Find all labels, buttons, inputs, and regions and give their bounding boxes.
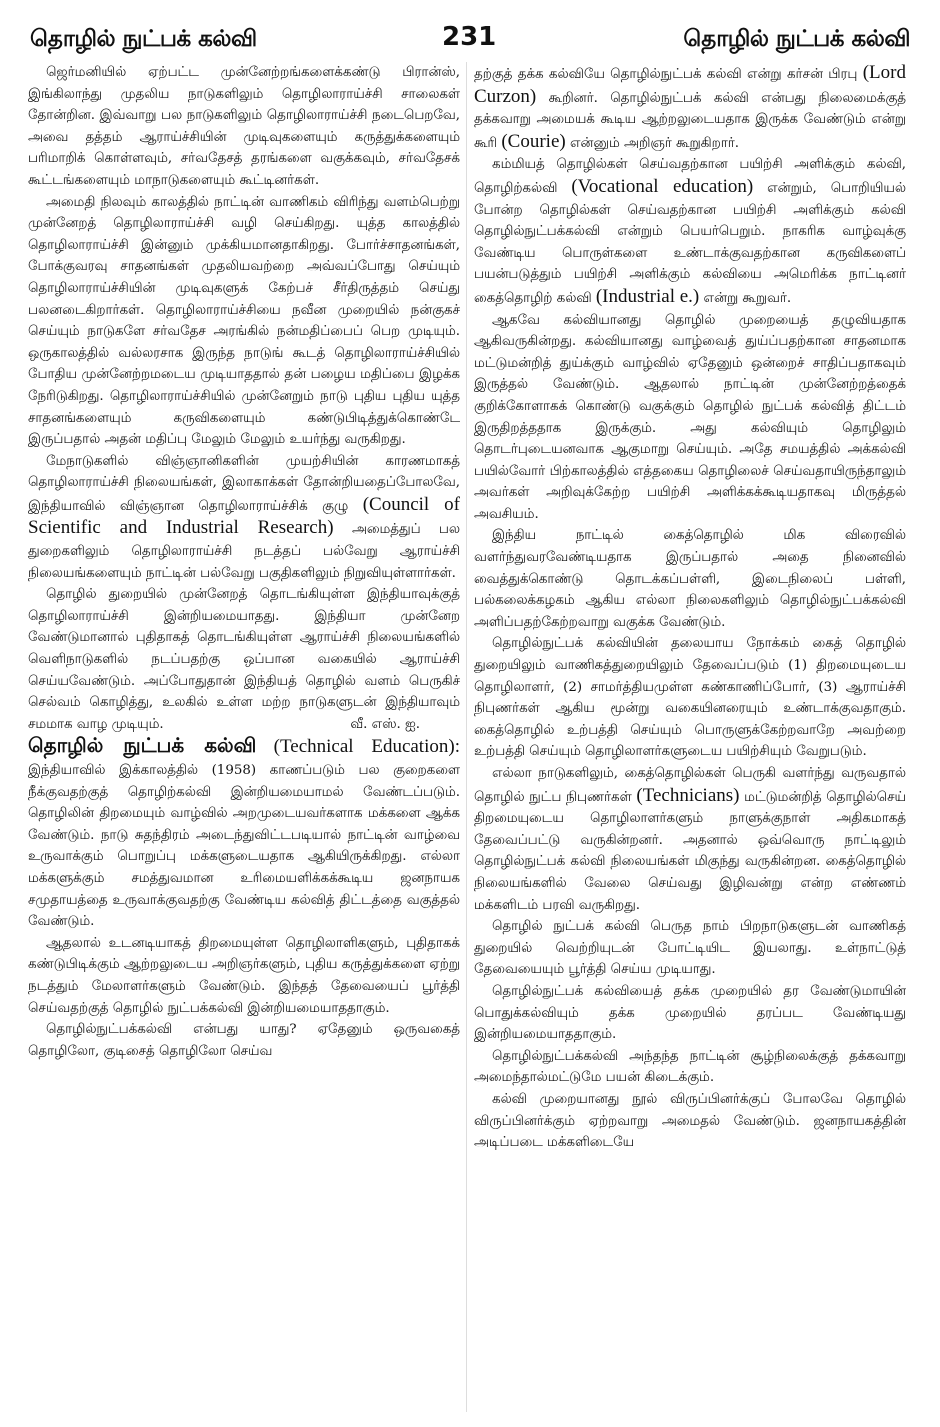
paragraph: தொழில்நுட்பக்கல்வி அந்தந்த நாட்டின் சூழ்நிலைக்குத் தக்கவாறு அமைந்தால்மட்டுமே பயன் கிடைக்கும். — [474, 1048, 906, 1086]
paragraph-text: மேநாடுகளில் விஞ்ஞானிகளின் முயற்சியின் காரணமாகத் தொழிலாராய்ச்சி நிலையங்கள், இலாகாக்கள் தோன்றியதைப்போலவே, இந்தியாவில் விஞ்ஞான தொழிலாராய்ச்சிக் குழு — [28, 453, 460, 514]
paragraph — [28, 451, 460, 585]
paragraph — [474, 763, 906, 916]
paragraph: ஆதலால் உடனடியாகத் திறமையுள்ள தொழிலாளிகளும், புதிதாகக் கண்டுபிடிக்கும் ஆற்றலுடைய அறிஞர்களும், புதிய கருத்துக்களை ஏற்று நடத்தும் மேலாளர்களும் வேண்டும். இந்தத் தேவையைப் பூர்த்தி செய்வதற்குத் தொழில் நுட்பக்கல்வி இன்றியமையாததாகும். — [28, 935, 460, 1016]
paragraph: ஆகவே கல்வியானது தொழில் முறையைத் தழுவியதாக ஆகிவருகின்றது. கல்வியானது வாழ்வைத் துய்ப்பதற்கான சாதனமாக மட்டுமன்றித் துய்க்கும் வாழ்வில் ஏதேனும் ஒன்றைச் சாதிப்பதாகவும் இருத்தல் வேண்டும். ஆதலால் நாட்டின் முன்னேற்றத்தைக் குறிக்கோளாகக் கொண்டு வகுக்கும் தொழில் நுட்பக் கல்வித் திட்டம் இருதிறத்ததாக இருக்கும். அது கல்வியும் தொழிலும் தொடர்புடையனவாக ஆகுமாறு செய்யும். அதே சமயத்தில் அக்கல்வி பயில்வோர் பிற்காலத்தில் எத்தகைய தொழிலைச் செய்வதாயிருந்தாலும் அவர்கள் அறிவுக்கேற்ற பயிற்சி அளிக்கக்கூடியதாகவு மிருத்தல் அவசியம். — [474, 312, 906, 522]
english-term: (Courie) — [501, 130, 566, 152]
english-term: (Vocational education) — [571, 175, 754, 197]
paragraph-text: இந்தியாவில் இக்காலத்தில் (1958) காணப்படும் பல குறைகளை நீக்குவதற்குத் தொழிற்கல்வி இன்றியமையாமல் வேண்டப்படும். தொழிலின் திறமையும் வாழ்வில் அறமுடையவர்களாக மக்களை ஆக்க வேண்டும். நாடு சுதந்திரம் அடைந்துவிட்டபடியால் நாட்டின் வாழ்வை உருவாக்கும் பொறுப்பு மக்களுடையதாக ஆகியிருக்கிறது. எல்லா மக்களுக்கும் சமத்துவமான உரிமையளிக்கக்கூடிய ஜனநாயக சமுதாயத்தை உருவாக்குவதற்கு வேண்டிய கல்வித் திட்டத்தை வகுத்தல் வேண்டும். — [28, 763, 460, 930]
author-initials: வீ. எஸ். ஐ. — [350, 716, 420, 732]
english-term: (Council of Scientific and Industrial Research) — [28, 493, 460, 539]
paragraph-text: தற்குத் தக்க கல்வியே தொழில்நுட்பக் கல்வி என்று கர்சன் பிரபு — [474, 67, 858, 82]
paragraph-text: என்று கூறுவர். — [703, 290, 792, 306]
section-heading-english: (Technical Education): — [273, 736, 460, 758]
paragraph: கல்வி முறையானது நூல் விருப்பினர்க்குப் போலவே தொழில் விருப்பினர்க்கும் ஏற்றவாறு அமைதல் வேண்டும். ஜனநாயகத்தின் அடிப்படை மக்களிடையே — [474, 1091, 906, 1151]
paragraph: தொழில்நுட்பக்கல்வி என்பது யாது? ஏதேனும் ஒருவகைத் தொழிலோ, குடிசைத் தொழிலோ செய்வ — [28, 1022, 460, 1059]
paragraph: ஜெர்மனியில் ஏற்பட்ட முன்னேற்றங்களைக்கண்டு பிரான்ஸ், இங்கிலாந்து முதலிய நாடுகளிலும் தொழிலாராய்ச்சி சாலைகள் தோன்றின. இவ்வாறு பல நாடுகளிலும் தொழிலாராய்ச்சி நடைபெறவே, அவை தத்தம் ஆராய்ச்சியின் முடிவுகளையும் கருத்துக்களையும் பரிமாறிக் கொள்ளவும், சர்வதேசத் தரங்களை வகுக்கவும், சர்வதேசக் கூட்டங்களையும் மாநாடுகளையும் கூட்டினர்கள். — [28, 65, 460, 188]
page-header — [30, 22, 910, 62]
paragraph-text: கூறினர். தொழில்நுட்பக் கல்வி என்பது நிலைமைக்குத் தக்கவாறு அமையக் கூடிய ஆற்றலுடையதாக இருக்க வேண்டும் என்று கூரி — [474, 90, 906, 151]
left-column — [28, 62, 460, 1412]
paragraph: தொழில் நுட்பக் கல்வி பெருத நாம் பிறநாடுகளுடன் வாணிகத் துறையில் வெற்றியுடன் போட்டியிட இயலாது. உள்நாட்டுத் தேவையையும் பூர்த்தி செய்ய முடியாது. — [474, 919, 906, 978]
right-column — [474, 62, 906, 1412]
page-number: 231 — [442, 22, 497, 52]
paragraph — [474, 154, 906, 309]
section-paragraph — [28, 735, 460, 932]
section-heading: தொழில் நுட்பக் கல்வி — [28, 733, 257, 758]
paragraph-text: கம்மியத் தொழில்கள் செய்வதற்கான பயிற்சி அளிக்கும் கல்வி, தொழிற்கல்வி — [474, 157, 906, 196]
paragraph: இந்திய நாட்டில் கைத்தொழில் மிக விரைவில் வளர்ந்துவரவேண்டியதாக இருப்பதால் அதை நினைவில் வைத்துக்கொண்டு தொடக்கப்பள்ளி, இடைநிலைப் பள்ளி, பல்கலைக்கழகம் ஆகிய எல்லா நிலைகளிலும் தொழில்நுட்பக்கல்வி அளிப்பதற்கேற்றவாறு வகுக்க வேண்டும். — [474, 528, 906, 630]
english-term: (Lord Curzon) — [474, 62, 906, 107]
paragraph-text: மட்டுமன்றித் தொழில்செய் திறமையுடைய தொழிலாளர்களும் நாளுக்குநாள் அதிகமாகத் தேவைப்பட்டு வருகின்றனர். அதனால் ஒவ்வொரு நாட்டிலும் தொழில்நுட்பக் கல்வி நிலையங்கள் மிகுந்து வருகின்றன. கைத்தொழில் நிலையங்களில் வேலை செய்வது இழிவன்று என்ற எண்ணம் மக்களிடம் பரவி வருகிறது. — [474, 789, 906, 913]
paragraph: அமைதி நிலவும் காலத்தில் நாட்டின் வாணிகம் விரிந்து வளம்பெற்று முன்னேறத் தொழிலாராய்ச்சி வழி செய்கிறது. யுத்த காலத்தில் தொழிலாராய்ச்சி இன்னும் முக்கியமானதாகிறது. போர்ச்சாதனங்கள், போக்குவரவு சாதனங்கள் முதலியவற்றை அவ்வப்போது செய்யும் தொழிலாராய்ச்சியின் முடிவுகளுக் கேற்பச் சீர்திருத்தம் செய்து பலனடைகிறார்கள். தொழிலாராய்ச்சியை நவீன முறையில் நன்குகச் செய்யும் நாடுகளே சர்வதேச அரங்கில் நன்மதிப்பைப் பெற முடியும். ஒருகாலத்தில் வல்லரசாக இருந்த நாடுங் கூடத் தொழிலாராய்ச்சியில் போதிய முன்னேற்றமடைய முடியாததால் தன் பழைய மதிப்பை இழக்க நேரிடுகிறது. தொழிலாராய்ச்சியில் முன்னேறும் நாடு புதிய புதிய யுத்த சாதனங்களையும் கருவிகளையும் கண்டுபிடித்துக்கொண்டே இருப்பதால் அதன் மதிப்பு மேலும் மேலும் உயர்ந்து வருகிறது. — [28, 194, 460, 448]
running-title-right: தொழில் நுட்பக் கல்வி — [683, 26, 910, 52]
paragraph: தொழில்நுட்பக் கல்வியின் தலையாய நோக்கம் கைத் தொழில் துறையிலும் வாணிகத்துறையிலும் தேவைப்படும் (1) திறமையுடைய தொழிலாளர், (2) சாமர்த்தியமுள்ள கண்காணிப்போர், (3) ஆராய்ச்சி நிபுணர்கள் ஆகிய மூன்று வகையினரையும் உண்டாக்குவதாகும். கைத்தொழில் உற்பத்தி செய்யும் பொருளுக்கேற்றவாறே அவற்றை உற்பத்தி செய்யும் தொழிலாளர்களுடைய பயிற்சியும் வேறுபடும். — [474, 636, 906, 760]
english-term: (Industrial e.) — [595, 285, 700, 307]
running-title-left: தொழில் நுட்பக் கல்வி — [30, 26, 257, 52]
paragraph — [474, 62, 906, 154]
paragraph-text: அமைத்துப் பல துறைகளிலும் தொழிலாராய்ச்சி நடத்தப் பல்வேறு ஆராய்ச்சி நிலையங்களையும் நாட்டின் பல்வேறு பகுதிகளிலும் நிறுவியுள்ளார்கள். — [28, 522, 460, 581]
paragraph-text: எல்லா நாடுகளிலும், கைத்தொழில்கள் பெருகி வளர்ந்து வருவதால் தொழில் நுட்ப நிபுணர்கள் — [474, 766, 906, 805]
column-divider — [466, 62, 467, 1412]
paragraph: தொழில்நுட்பக் கல்வியைத் தக்க முறையில் தர வேண்டுமாயின் பொதுக்கல்வியும் தக்க முறையில் தரப்பட வேண்டியது இன்றியமையாததாகும். — [474, 983, 906, 1043]
english-term: (Technicians) — [636, 784, 740, 806]
paragraph-text: என்னும் அறிஞர் கூறுகிறார். — [569, 135, 739, 151]
paragraph-text: என்றும், பொறியியல் போன்ற தொழில்கள் செய்வதற்கான பயிற்சி அளிக்கும் கல்வி தொழில்நுட்பக்கல்வி என்றும் பெயர்பெறும். நாகரிக வாழ்வுக்கு வேண்டிய பொருள்களை உண்டாக்குவதற்கான கருவிகளைப் பயன்படுத்தும் பயிற்சி அளிக்கும் கல்வியை அமெரிக்க நாட்டினர் கைத்தொழிற் கல்வி — [474, 180, 906, 306]
paragraph: தொழில் துறையில் முன்னேறத் தொடங்கியுள்ள இந்தியாவுக்குத் தொழிலாராய்ச்சி இன்றியமையாதது. இந்தியா முன்னேற வேண்டுமானால் புதிதாகத் தொடங்கியுள்ள ஆராய்ச்சி நிலையங்களில் வெளிநாடுகளில் நடப்பதற்கு ஒப்பான வகையில் ஆராய்ச்சி செய்யவேண்டும். அப்போதுதான் இந்தியத் தொழில் வளம் பெருகிச் செல்வம் கொழித்து, உலகில் உள்ள மற்ற நாடுகளுடன் இந்தியாவும் சமமாக வாழ முடியும். — [28, 587, 460, 732]
